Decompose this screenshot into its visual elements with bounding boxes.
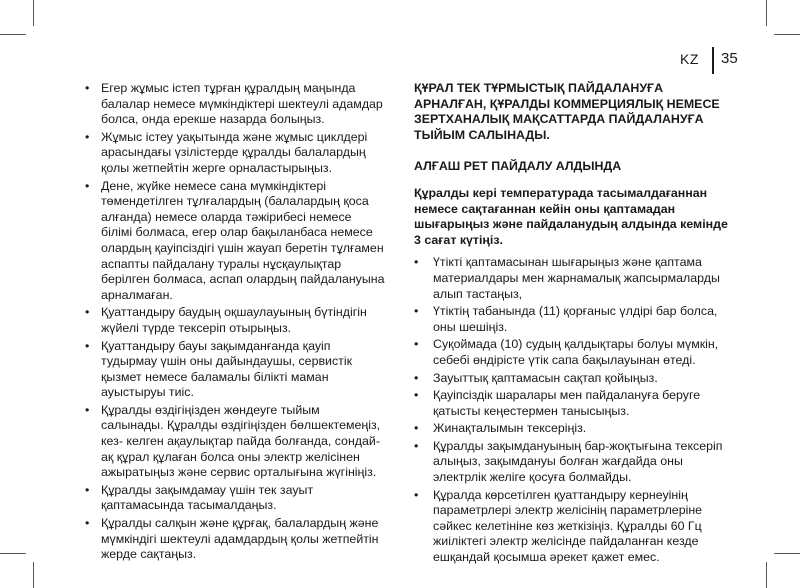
list-item: • Жұмыс істеу уақытында және жұмыс циклдері арасындағы үзілістерде құралды балалардың қолы жетпейтін жерге орналастырыңыз.	[85, 130, 385, 177]
crop-mark	[33, 562, 34, 588]
list-item: • Құралды салқын және құрғақ, балалардың және мүмкіндігі шектеулі адамдардың қолы жетпейтін жерде сақтаңыз.	[85, 516, 385, 563]
list-item: • Үтіктің табанында (11) қорғаныс үлдірі бар болса, оны шешіңіз.	[414, 304, 732, 335]
section-title: АЛҒАШ РЕТ ПАЙДАЛУ АЛДЫНДА	[414, 159, 622, 174]
header-divider	[712, 47, 714, 74]
left-column	[85, 81, 385, 565]
list-item: • Дене, жүйке немесе сана мүмкіндіктері төмендетілген тұлғалардың (балалардың қоса алғанда) немесе оларда тәжірибесі немесе білімі болмаса, егер олар бақыланбаса немесе олардың қауіпсіздігі үшін жауап беретін тұлғамен аспапты пайдалану туралы нұсқаулықтар берілген болмаса, аспап олардың пайдалануына арналмаған.	[85, 179, 385, 304]
list-item: • Қуаттандыру баудың оқшаулауының бүтіндігін жүйелі түрде тексеріп отырыңыз.	[85, 305, 385, 336]
household-use-heading: ҚҰРАЛ ТЕК ТҰРМЫСТЫҚ ПАЙДАЛАНУҒА АРНАЛҒАН, ҚҰРАЛДЫ КОММЕРЦИЯЛЫҚ НЕМЕСЕ ЗЕРТХАНАЛЫҚ МАҚСАТТАРДА ПАЙДАЛАНУҒА ТЫЙЫМ САЛЫНАДЫ.	[414, 81, 720, 142]
list-item: • Құралды зақымдамау үшін тек зауыт қаптамасында тасымалдаңыз.	[85, 483, 385, 514]
before-first-use-list	[414, 255, 732, 565]
list-item: • Егер жұмыс істеп тұрған құралдың маңында балалар немесе мүмкіндіктері шектеулі адамдар болса, онда ерекше назарда болыңыз.	[85, 81, 385, 128]
crop-mark	[0, 553, 26, 554]
page-number: 35	[721, 50, 738, 67]
list-item: • Құралды өздігіңізден жөндеуге тыйым салынады. Құралды өздігіңізден бөлшектемеңіз, кез- келген ақаулықтар пайда болғанда, сондай-ақ құрал құлаған болса оны электр желісінен ажыратыңыз және сервис орталығына жүгініңіз.	[85, 403, 385, 481]
crop-mark	[766, 0, 767, 26]
safety-list	[85, 81, 385, 563]
list-item: • Құралда көрсетілген қуаттандыру кернеуінің параметрлері электр желісінің параметрлеріне сәйкес келетініне көз жеткізіңіз. Құралды 60 Гц жиіліктегі электр желісінде пайдаланған кезде ешқандай қосымша әрекет қажет емес.	[414, 488, 732, 566]
crop-mark	[766, 562, 767, 588]
crop-mark	[774, 553, 800, 554]
list-item: • Зауыттық қаптамасын сақтап қойыңыз.	[414, 371, 732, 387]
list-item: • Үтікті қаптамасынан шығарыңыз және қаптама материалдары мен жарнамалық жапсырмаларды алып тастаңыз,	[414, 255, 732, 302]
right-column	[414, 81, 732, 568]
list-item: • Қауіпсіздік шаралары мен пайдалануға беруге қатысты кеңестермен танысыңыз.	[414, 388, 732, 419]
crop-mark	[0, 34, 26, 35]
list-item: • Құралды зақымдануының бар-жоқтығына тексеріп алыңыз, зақымдануы болған жағдайда оны электрлік желіге қосуға болмайды.	[414, 439, 732, 486]
crop-mark	[774, 34, 800, 35]
language-code: KZ	[680, 51, 699, 67]
list-item: • Жинақталымын тексеріңіз.	[414, 421, 732, 437]
list-item: • Қуаттандыру бауы зақымданғанда қауіп тудырмау үшін оны дайындаушы, сервистік қызмет немесе баламалы білікті маман ауыстыруы тиіс.	[85, 339, 385, 401]
crop-mark	[33, 0, 34, 26]
list-item: • Суқоймада (10) судың қалдықтары болуы мүмкін, себебі өндірісте үтік сапа бақылауынан өтеді.	[414, 337, 732, 368]
lead-paragraph: Құралды кері температурада тасымалдағаннан немесе сақтағаннан кейін оны қаптамадан шығарыңыз және пайдаланудың алдында кемінде 3 сағат күтіңіз.	[414, 185, 728, 247]
